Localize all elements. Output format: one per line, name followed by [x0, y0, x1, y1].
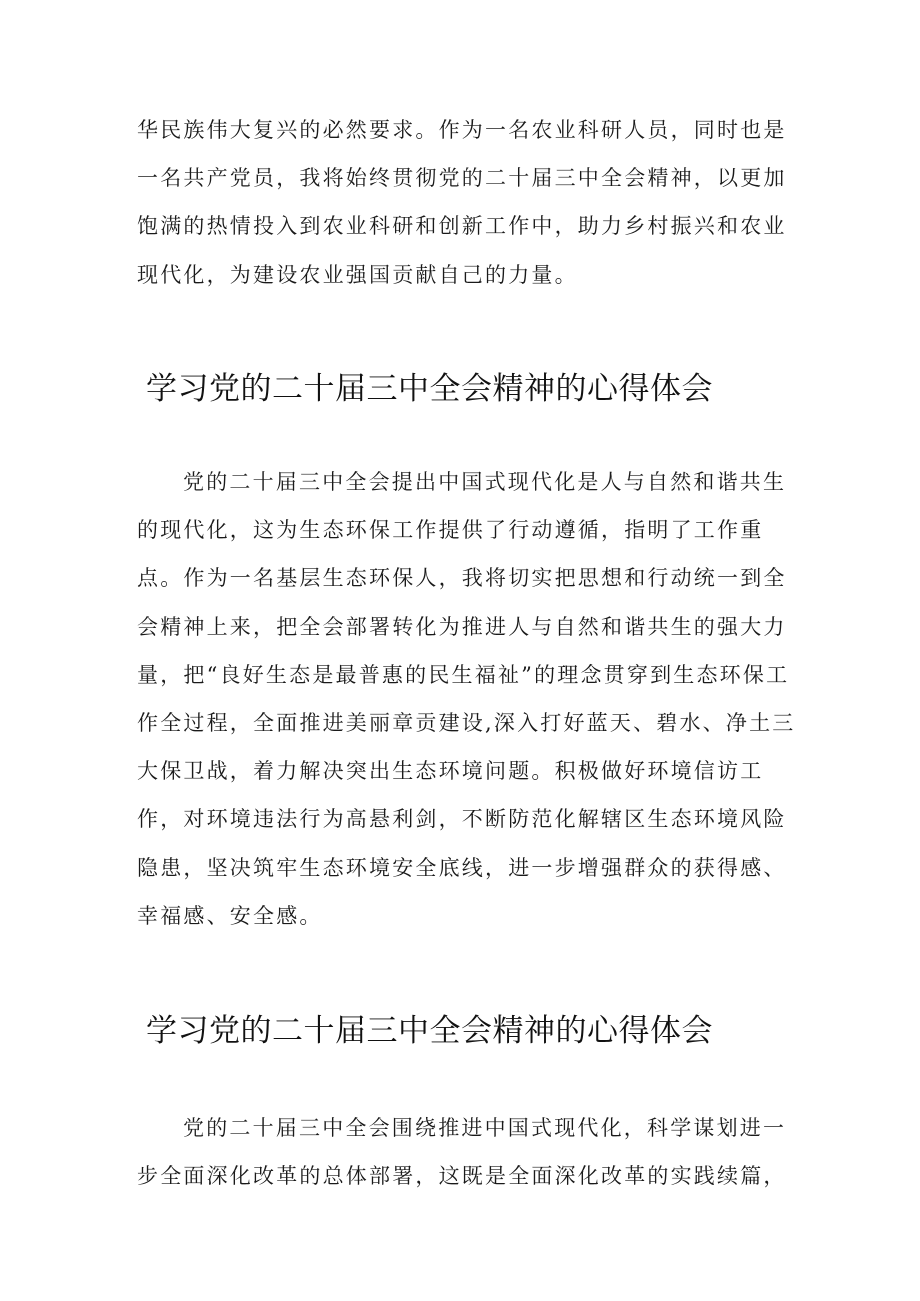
section-heading-1: 学习党的二十届三中全会精神的心得体会	[146, 371, 713, 407]
paragraph-continued: 华民族伟大复兴的必然要求。作为一名农业科研人员，同时也是一名共产党员，我将始终贯彻党的二十届三中全会精神，以更加饱满的热情投入到农业科研和创新工作中，助力乡村振兴和农业现代化，为建设农业强国贡献自己的力量。	[137, 118, 787, 287]
paragraph-ecology: 党的二十届三中全会提出中国式现代化是人与自然和谐共生的现代化，这为生态环保工作提供了行动遵循，指明了工作重点。作为一名基层生态环保人，我将切实把思想和行动统一到全会精神上来，把全会部署转化为推进人与自然和谐共生的强大力量，把“良好生态是最普惠的民生福祉”的理念贯穿到生态环保工作全过程，全面推进美丽章贡建设,深入打好蓝天、碧水、净土三大保卫战，着力解决突出生态环境问题。积极做好环境信访工作，对环境违法行为高悬利剑，不断防范化解辖区生态环境风险隐患，坚决筑牢生态环境安全底线，进一步增强群众的获得感、幸福感、安全感。	[137, 470, 796, 928]
paragraph-reform: 党的二十届三中全会围绕推进中国式现代化，科学谋划进一步全面深化改革的总体部署，这既是全面深化改革的实践续篇，	[137, 1116, 787, 1189]
section-heading-2: 学习党的二十届三中全会精神的心得体会	[146, 1013, 713, 1049]
